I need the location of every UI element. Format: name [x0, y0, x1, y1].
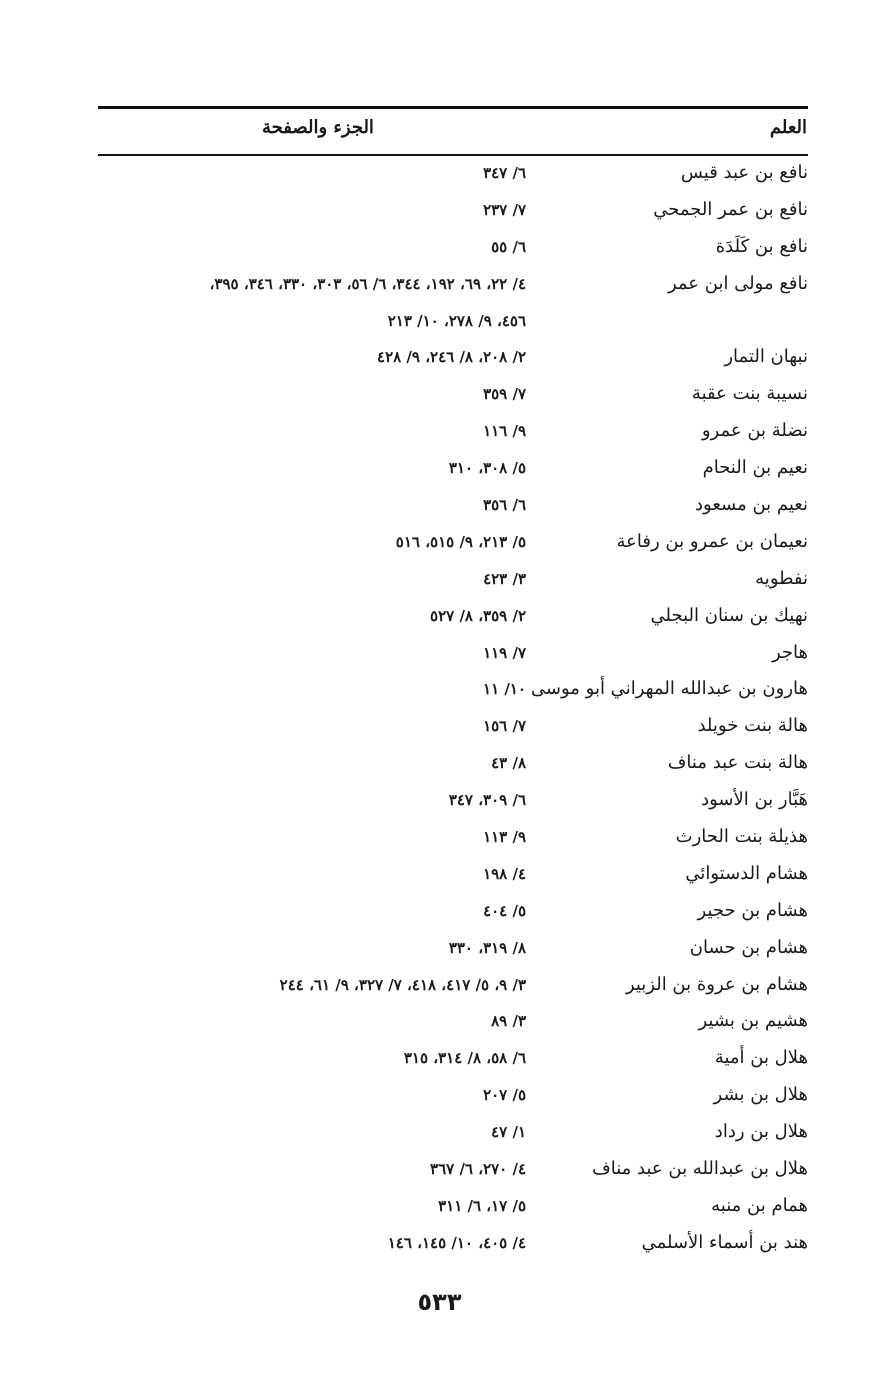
page-number: ٥٣٣ [417, 1288, 462, 1316]
person-name: نبهان التمار [724, 346, 808, 368]
volume-page-reference: ٤/ ٤٠٥، ١٠/ ١٤٥، ١٤٦ [387, 1233, 526, 1252]
table-top-rule [98, 106, 808, 109]
person-name: هلال بن أمية [714, 1047, 808, 1069]
table-row [98, 970, 808, 1007]
person-name: نعيم بن النحام [702, 457, 808, 479]
volume-page-reference: ٧/ ١٥٦ [483, 717, 526, 736]
person-name: نعيم بن مسعود [695, 494, 808, 516]
index-table-body [98, 158, 808, 1265]
volume-page-reference: ٤/ ٢٧٠، ٦/ ٣٦٧ [430, 1160, 526, 1179]
table-row [98, 1117, 808, 1154]
table-row [98, 379, 808, 416]
volume-page-reference: ٧/ ٢٣٧ [483, 200, 526, 219]
volume-page-reference: ٩/ ١١٣ [483, 828, 526, 847]
volume-page-reference: ١٠/ ١١ [483, 680, 526, 699]
volume-page-reference: ٩/ ١١٦ [483, 422, 526, 441]
table-row [98, 342, 808, 379]
table-row [98, 195, 808, 232]
volume-page-reference: ٨/ ٣١٩، ٣٣٠ [448, 938, 526, 957]
table-row [98, 158, 808, 195]
person-name: نسيبة بنت عقبة [691, 383, 808, 405]
volume-page-reference: ٢/ ٣٥٩، ٨/ ٥٢٧ [430, 606, 526, 625]
person-name: هالة بنت عبد مناف [667, 752, 808, 774]
volume-page-reference: ٥/ ٢١٣، ٩/ ٥١٥، ٥١٦ [395, 532, 526, 551]
person-name: همام بن منبه [711, 1194, 808, 1216]
table-row [98, 306, 808, 343]
volume-page-reference: ٦/ ٣٥٦ [483, 496, 526, 515]
header-name-column: العلم [769, 117, 807, 138]
person-name: هشام بن حجير [697, 899, 808, 921]
volume-page-reference: ١/ ٤٧ [491, 1123, 526, 1142]
person-name: هشام بن عروة بن الزبير [625, 973, 808, 995]
person-name: نافع بن عمر الجمحي [653, 198, 808, 220]
volume-page-reference: ٤/ ١٩٨ [483, 864, 526, 883]
volume-page-reference: ٥/ ٣٠٨، ٣١٠ [448, 459, 526, 478]
volume-page-reference: ٣/ ٨٩ [491, 1012, 526, 1031]
table-row [98, 564, 808, 601]
table-row [98, 674, 808, 711]
person-name: هَبَّار بن الأسود [701, 789, 808, 811]
volume-page-reference: ٦/ ٣٠٩، ٣٤٧ [448, 791, 526, 810]
volume-page-reference: ٧/ ١١٩ [483, 643, 526, 662]
table-row [98, 453, 808, 490]
volume-page-reference: ٥/ ١٧، ٦/ ٣١١ [438, 1196, 526, 1215]
person-name: هشام الدستوائي [685, 862, 808, 884]
person-name: نافع بن عبد قيس [680, 162, 808, 183]
person-name: هالة بنت خويلد [697, 715, 808, 737]
person-name: هارون بن عبدالله المهراني أبو موسى [530, 678, 808, 700]
table-row [98, 933, 808, 970]
person-name: نفطويه [755, 567, 808, 589]
table-row [98, 711, 808, 748]
volume-page-reference: ٤٥٦، ٩/ ٢٧٨، ١٠/ ٢١٣ [387, 311, 526, 330]
person-name: هذيلة بنت الحارث [675, 826, 808, 848]
volume-page-reference: ٥/ ٤٠٤ [483, 901, 526, 920]
table-row [98, 1006, 808, 1043]
table-row [98, 232, 808, 269]
table-row [98, 1043, 808, 1080]
table-row [98, 1191, 808, 1228]
table-row [98, 269, 808, 306]
table-row [98, 638, 808, 675]
person-name: هند بن أسماء الأسلمي [641, 1231, 808, 1253]
table-row [98, 822, 808, 859]
person-name: هاجر [771, 641, 808, 663]
volume-page-reference: ٣/ ٤٢٣ [483, 569, 526, 588]
person-name: هشيم بن بشير [698, 1010, 808, 1032]
volume-page-reference: ٦/ ٣٤٧ [483, 164, 526, 182]
table-header-rule [98, 154, 808, 156]
table-row [98, 896, 808, 933]
header-reference-column: الجزء والصفحة [262, 117, 374, 138]
volume-page-reference: ٨/ ٤٣ [491, 754, 526, 773]
table-row [98, 416, 808, 453]
table-row [98, 748, 808, 785]
person-name: نضلة بن عمرو [701, 420, 808, 442]
person-name: هلال بن عبدالله بن عبد مناف [592, 1158, 808, 1180]
person-name: هلال بن بشر [713, 1084, 808, 1106]
person-name: نافع مولى ابن عمر [667, 272, 808, 294]
table-row [98, 1228, 808, 1265]
person-name: هلال بن رداد [714, 1121, 808, 1143]
table-row [98, 859, 808, 896]
table-row [98, 1080, 808, 1117]
person-name: نهيك بن سنان البجلي [650, 604, 808, 626]
volume-page-reference: ٤/ ٢٢، ٦٩، ١٩٢، ٣٤٤، ٦/ ٥٦، ٣٠٣، ٣٣٠، ٣٤٦، ٣٩٥، [209, 274, 526, 293]
volume-page-reference: ٢/ ٢٠٨، ٨/ ٢٤٦، ٩/ ٤٢٨ [377, 348, 526, 367]
table-row [98, 601, 808, 638]
person-name: نعيمان بن عمرو بن رفاعة [616, 530, 808, 552]
table-row [98, 785, 808, 822]
volume-page-reference: ٥/ ٢٠٧ [483, 1086, 526, 1105]
person-name: نافع بن كَلَدَة [715, 235, 808, 257]
volume-page-reference: ٦/ ٥٥ [491, 237, 526, 256]
person-name: هشام بن حسان [689, 936, 808, 958]
volume-page-reference: ٣/ ٩، ٥/ ٤١٧، ٤١٨، ٧/ ٣٢٧، ٩/ ٦١، ٢٤٤ [279, 975, 526, 994]
table-row [98, 1154, 808, 1191]
table-row [98, 490, 808, 527]
table-row [98, 527, 808, 564]
volume-page-reference: ٦/ ٥٨، ٨/ ٣١٤، ٣١٥ [403, 1049, 526, 1068]
volume-page-reference: ٧/ ٣٥٩ [483, 385, 526, 404]
